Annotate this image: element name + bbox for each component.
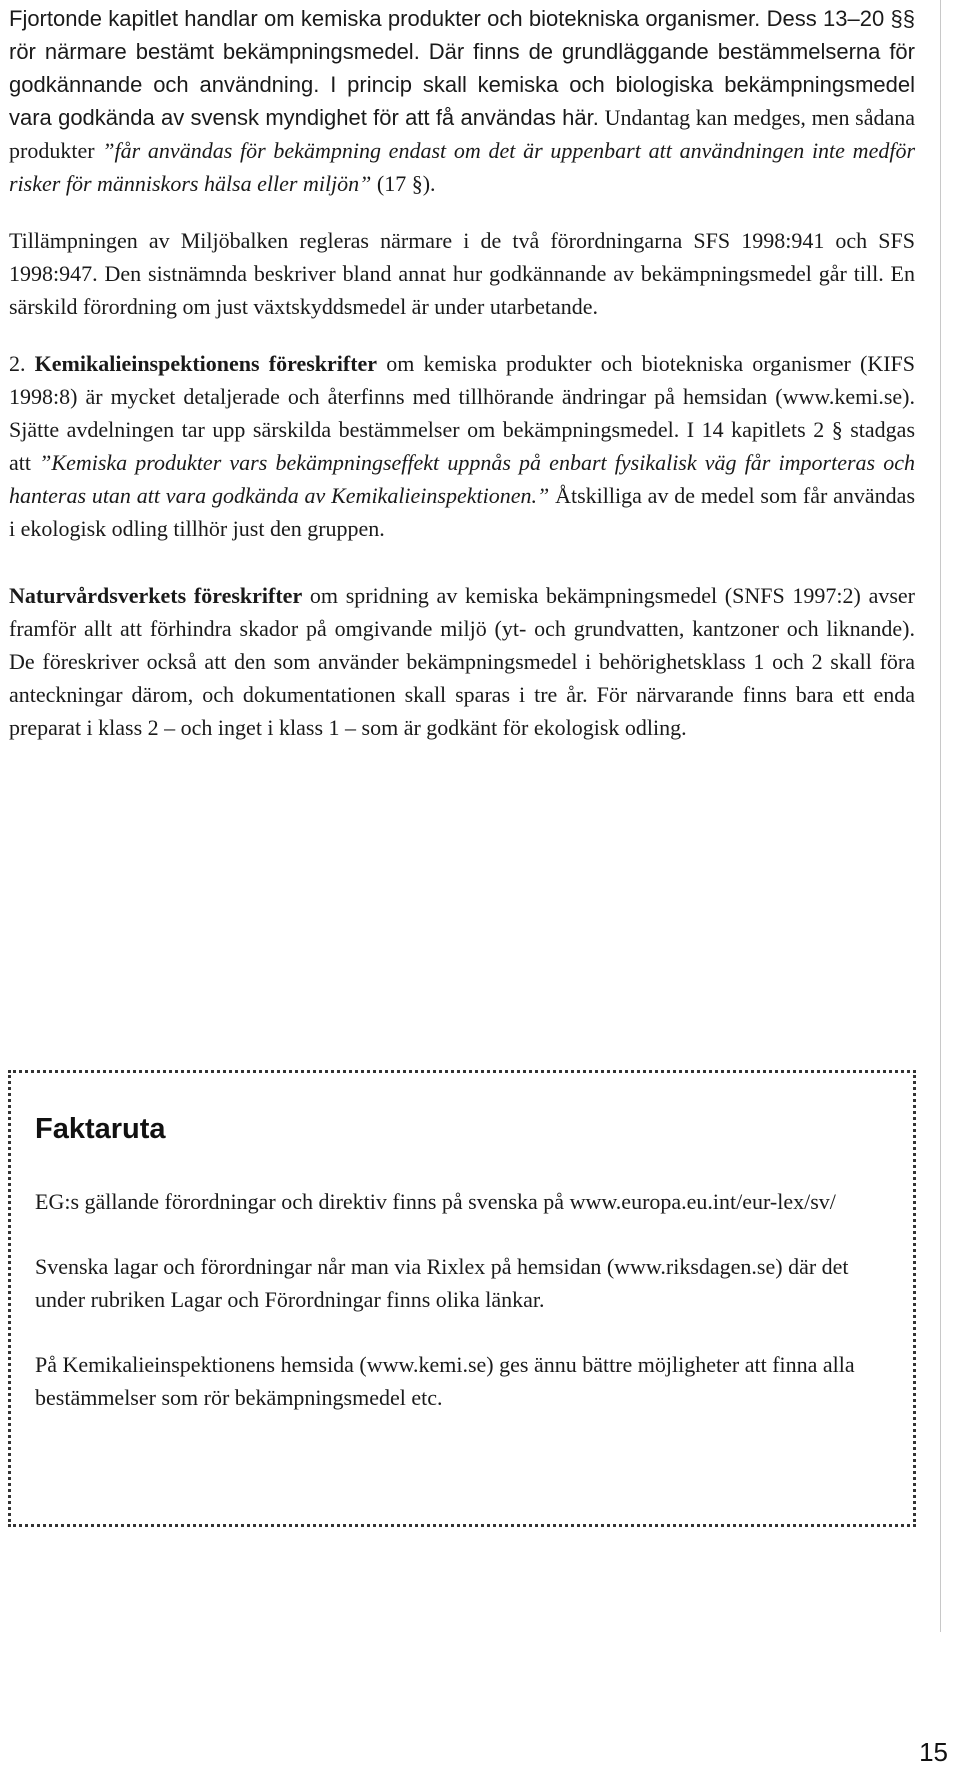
fact-item-kemi: På Kemikalieinspektionens hemsida (www.kemi.se) ges ännu bättre möjligheter att finna alla bestämmelser som rör bekämpningsmedel etc. xyxy=(35,1352,855,1410)
page-number: 15 xyxy=(919,1737,948,1767)
section-reference: (17 §). xyxy=(376,171,436,196)
bold-term-kemi: Kemikalieinspektionens föreskrifter xyxy=(34,351,378,376)
fact-item-rixlex: Svenska lagar och förordningar når man via Rixlex på hemsidan (www.riksdagen.se) där det under rubriken Lagar och Förordningar finns olika länkar. xyxy=(35,1254,849,1312)
fact-box xyxy=(8,1070,916,1527)
paragraph-naturvard xyxy=(9,579,915,744)
paragraph-serif-part: Undantag kan medges, men sådana produkter xyxy=(9,105,916,163)
paragraph-chapter-14 xyxy=(9,2,915,200)
paragraph-sans-part: Fjortonde kapitlet handlar om kemiska produkter och biotekniska organismer. Dess 13–20 §§ rör närmare bestämt bekämpningsmedel. Där finns de grundläggande bestämmelserna för godkännande och användning. I princip skall kemiska och biologiska bekämpningsmedel vara godkända av svensk myndighet för att få användas här. xyxy=(9,6,915,130)
paragraph-text-end: Åtskilliga av de medel som får användas i ekologisk odling tillhör just den gruppen. xyxy=(9,483,916,541)
bold-term-naturvard: Naturvårdsverkets föreskrifter xyxy=(9,583,303,608)
law-quote: ”får användas för bekämpning endast om det är uppenbart att användningen inte medför risker för människors hälsa eller miljön” xyxy=(9,138,916,196)
paragraph-text: om kemiska produkter och biotekniska organismer (KIFS 1998:8) är mycket detaljerade och återfinns med tillhörande ändringar på hemsidan (www.kemi.se). Sjätte avdelningen tar upp särskilda bestämmelser om bekämpningsmedel. I 14 kapitlets 2 § stadgas att xyxy=(9,351,916,475)
margin-rule xyxy=(940,0,941,1632)
paragraph-kifs xyxy=(9,347,915,545)
paragraph-miljobalken: Tillämpningen av Miljöbalken regleras närmare i de två förordningarna SFS 1998:941 och SFS 1998:947. Den sistnämnda beskriver bland annat hur godkännande av bekämpningsmedel går till. En särskild förordning om just växtskyddsmedel är under utarbetande. xyxy=(9,228,915,319)
item-number: 2. xyxy=(9,351,26,376)
fact-box-title: Faktaruta xyxy=(35,1113,166,1145)
fact-box-body xyxy=(35,1185,895,1446)
kifs-quote: ”Kemiska produkter vars bekämpningseffekt uppnås på enbart fysikalisk väg får importeras och hanteras utan att vara godkända av Kemikalieinspektionen.” xyxy=(9,450,915,508)
paragraph-text: om spridning av kemiska bekämpningsmedel (SNFS 1997:2) avser framför allt att förhindra skador på omgivande miljö (yt- och grundvatten, kantzoner och liknande). De föreskriver också att den som använder bekämpningsmedel i behörighetsklass 1 och 2 skall föra anteckningar därom, och dokumentationen skall sparas i tre år. För närvarande finns bara ett enda preparat i klass 2 – och inget i klass 1 – som är godkänt för ekologisk odling. xyxy=(9,583,915,740)
body-text xyxy=(9,2,915,768)
fact-item-eu: EG:s gällande förordningar och direktiv finns på svenska på www.europa.eu.int/eur-lex/sv/ xyxy=(35,1189,836,1214)
